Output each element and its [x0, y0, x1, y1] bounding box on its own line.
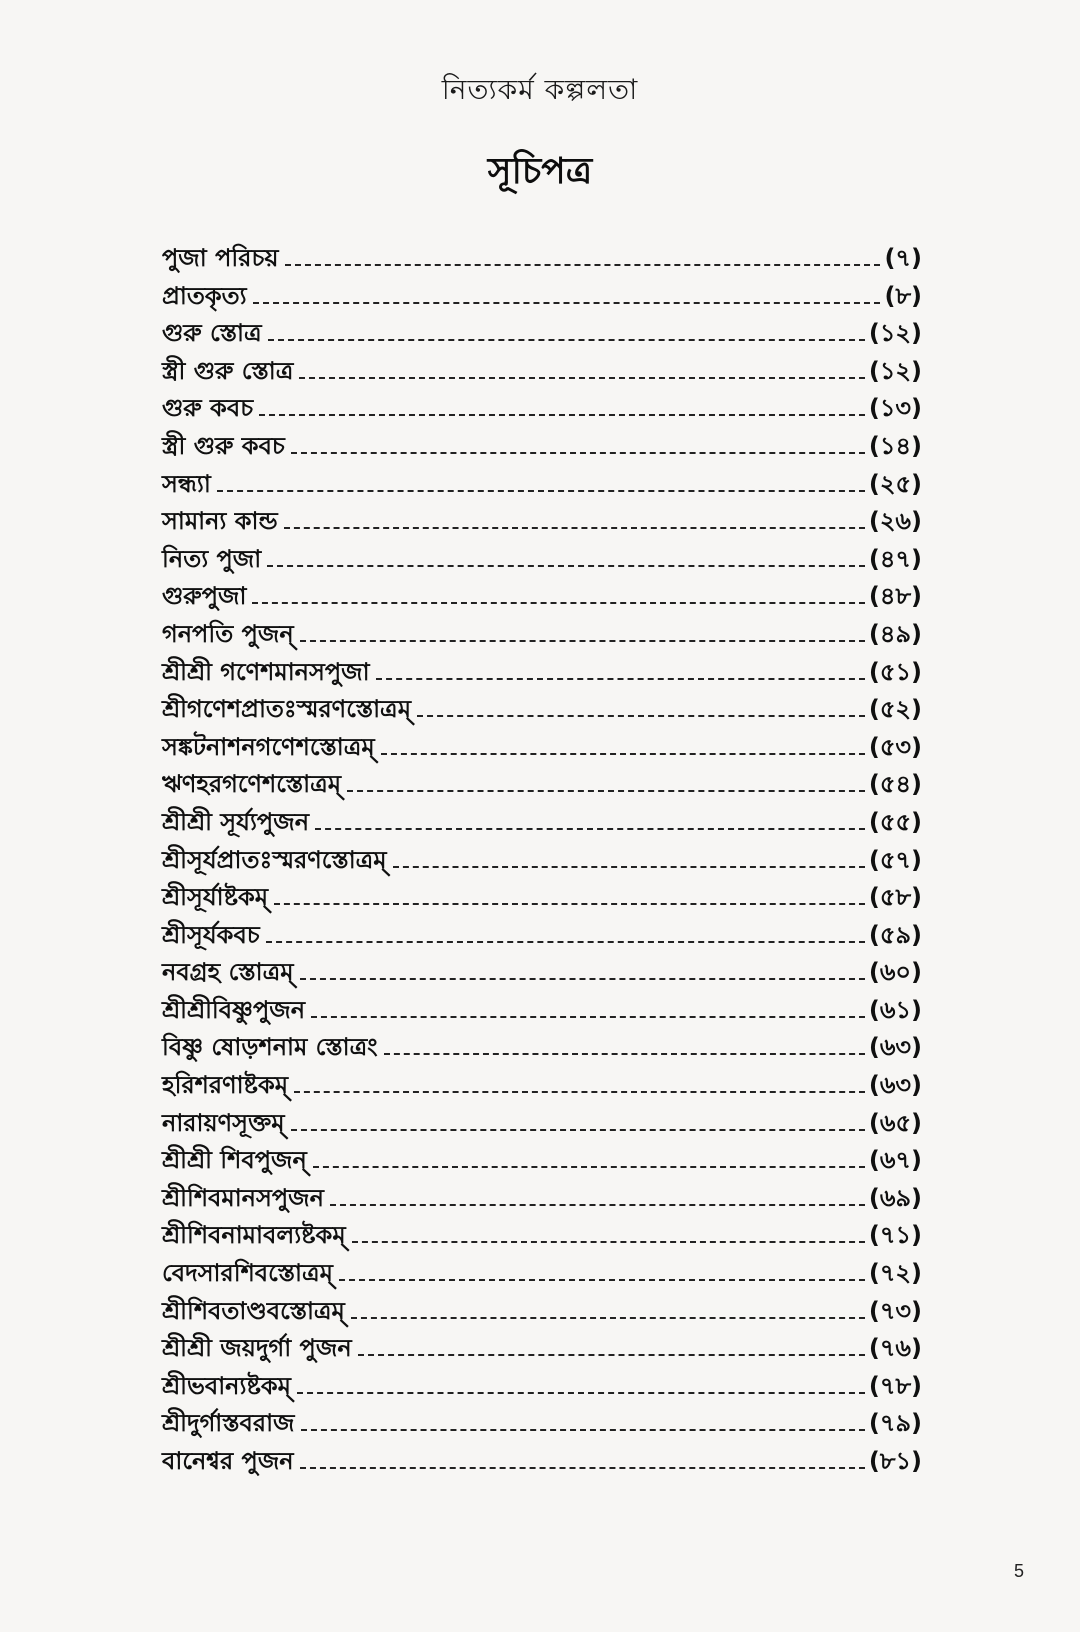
- toc-row: [162, 390, 922, 428]
- toc-entry-title: বানেশ্বর পুজন: [162, 1447, 294, 1475]
- toc-entry-title: গুরুপুজা: [162, 582, 247, 611]
- dot-leader: [339, 1279, 865, 1281]
- toc-entry-page: (৪৮): [868, 582, 922, 611]
- dot-leader: [358, 1354, 865, 1356]
- toc-entry-page: (৫১): [868, 657, 922, 686]
- toc-entry-title: শ্রীশ্রীবিষ্ণুপুজন: [162, 995, 306, 1024]
- toc-entry-page: (৫৭): [868, 845, 922, 874]
- dot-leader: [376, 678, 865, 680]
- toc-entry-title: বিষ্ণু ষোড়শনাম স্তোত্রং: [162, 1033, 378, 1062]
- toc-row: [162, 240, 922, 278]
- toc-entry-page: (৬৫): [868, 1108, 922, 1137]
- toc-row: [162, 1293, 922, 1331]
- toc-entry-page: (২৬): [868, 507, 922, 536]
- toc-row: [162, 1217, 922, 1255]
- toc-entry-page: (২৫): [868, 469, 922, 498]
- toc-entry-title: ঋণহরগণেশস্তোত্রম্: [162, 770, 342, 799]
- toc-entry-page: (৬৯): [868, 1183, 922, 1212]
- toc-entry-title: গুরু কবচ: [162, 394, 254, 423]
- toc-entry-page: (৭৯): [868, 1409, 922, 1438]
- dot-leader: [301, 1429, 865, 1431]
- toc-row: [162, 1180, 922, 1218]
- toc-entry-title: বেদসারশিবস্তোত্রম্: [162, 1259, 333, 1288]
- toc-entry-page: (৪৭): [868, 544, 922, 573]
- toc-row: [162, 616, 922, 654]
- toc-entry-title: শ্রীভবান্যষ্টকম্: [162, 1371, 291, 1400]
- toc-entry-page: (৮১): [868, 1447, 922, 1475]
- toc-entry-page: (৬৭): [868, 1146, 922, 1175]
- toc-row: [162, 842, 922, 880]
- toc-entry-title: সঙ্কটনাশনগণেশস্তোত্রম্: [162, 732, 375, 761]
- toc-row: [162, 1443, 922, 1481]
- dot-leader: [313, 1166, 865, 1168]
- dot-leader: [311, 1016, 865, 1018]
- dot-leader: [266, 941, 865, 943]
- dot-leader: [217, 490, 865, 492]
- toc-row: [162, 917, 922, 955]
- dot-leader: [274, 903, 865, 905]
- dot-leader: [381, 753, 865, 755]
- toc-row: [162, 503, 922, 541]
- toc-entry-page: (৭): [884, 244, 922, 272]
- page-number: 5: [1013, 1561, 1024, 1581]
- dot-leader: [285, 264, 881, 266]
- toc-entry-title: শ্রীশ্রী সূর্য্যপুজন: [162, 807, 310, 836]
- toc-entry-title: শ্রীশিবনামাবল্যষ্টকম্: [162, 1221, 346, 1250]
- toc-row: [162, 466, 922, 504]
- toc-entry-title: নবগ্রহ স্তোত্রম্: [162, 958, 294, 987]
- dot-leader: [268, 339, 865, 341]
- toc-row: [162, 729, 922, 767]
- dot-leader: [417, 715, 865, 717]
- toc-entry-page: (৭৩): [868, 1296, 922, 1325]
- toc-entry-page: (১৪): [868, 431, 922, 460]
- toc-entry-title: শ্রীসূর্যাষ্টকম্: [162, 883, 269, 912]
- toc-entry-page: (৮): [884, 281, 922, 310]
- toc-entry-page: (৫২): [868, 695, 922, 724]
- toc-entry-page: (৬০): [868, 958, 922, 987]
- toc-row: [162, 578, 922, 616]
- toc-entry-title: শ্রীসূর্যকবচ: [162, 920, 260, 949]
- toc-entry-title: শ্রীদুর্গাস্তবরাজ: [162, 1409, 295, 1438]
- toc-entry-title: শ্রীশ্রী গণেশমানসপুজা: [162, 657, 370, 686]
- toc-entry-title: শ্রীশিবমানসপুজন: [162, 1183, 324, 1212]
- dot-leader: [297, 1392, 865, 1394]
- toc-entry-title: শ্রীশ্রী জয়দুর্গা পুজন: [162, 1334, 352, 1363]
- dot-leader: [351, 1317, 865, 1319]
- toc-entry-page: (৫৮): [868, 883, 922, 912]
- dot-leader: [300, 1467, 865, 1469]
- dot-leader: [294, 1091, 865, 1093]
- dot-leader: [393, 866, 865, 868]
- toc-entry-page: (৭৬): [868, 1334, 922, 1363]
- toc-entry-title: সন্ধ্যা: [162, 469, 211, 498]
- toc-row: [162, 1405, 922, 1443]
- toc-row: [162, 691, 922, 729]
- toc-entry-page: (৬৩): [868, 1033, 922, 1062]
- dot-leader: [347, 790, 865, 792]
- toc-entry-page: (৭২): [868, 1259, 922, 1288]
- toc-row: [162, 804, 922, 842]
- toc-row: [162, 353, 922, 391]
- toc-entry-page: (৬৩): [868, 1071, 922, 1100]
- toc-entry-page: (৭৮): [868, 1371, 922, 1400]
- toc-row: [162, 1105, 922, 1143]
- toc-entry-title: শ্রীগণেশপ্রাতঃস্মরণস্তোত্রম্: [162, 695, 412, 724]
- dot-leader: [300, 978, 865, 980]
- dot-leader: [267, 565, 865, 567]
- toc-row: [162, 278, 922, 316]
- toc-entry-title: গনপতি পুজন্: [162, 619, 294, 648]
- toc-row: [162, 1142, 922, 1180]
- toc-row: [162, 1029, 922, 1067]
- toc-row: [162, 654, 922, 692]
- toc-row: [162, 879, 922, 917]
- dot-leader: [299, 377, 865, 379]
- toc-entry-title: সামান্য কান্ড: [162, 507, 278, 536]
- toc-entry-page: (১২): [868, 319, 922, 348]
- toc-row: [162, 315, 922, 353]
- toc-row: [162, 1368, 922, 1406]
- toc-entry-title: নারায়ণসূক্তম্: [162, 1108, 285, 1137]
- toc-row: [162, 1330, 922, 1368]
- dot-leader: [284, 527, 865, 529]
- dot-leader: [352, 1241, 865, 1243]
- toc-title: সূচিপত্র: [487, 151, 593, 192]
- running-head: নিত্যকর্ম কল্পলতা: [441, 73, 639, 106]
- toc-row: [162, 1255, 922, 1293]
- toc-entry-page: (৭১): [868, 1221, 922, 1250]
- dot-leader: [253, 302, 881, 304]
- toc-entry-title: পুজা পরিচয়: [162, 244, 279, 272]
- toc-entry-page: (১২): [868, 356, 922, 385]
- toc-entry-page: (১৩): [868, 394, 922, 423]
- toc-entry-title: শ্রীশ্রী শিবপুজন্: [162, 1146, 307, 1175]
- toc-entry-page: (৬১): [868, 995, 922, 1024]
- toc-entry-page: (৪৯): [868, 619, 922, 648]
- toc-entry-page: (৫৩): [868, 732, 922, 761]
- toc-entry-page: (৫৪): [868, 770, 922, 799]
- dot-leader: [300, 640, 865, 642]
- toc-entry-page: (৫৫): [868, 807, 922, 836]
- toc-entry-title: শ্রীশিবতাণ্ডবস্তোত্রম্: [162, 1296, 345, 1325]
- toc-entry-title: নিত্য পুজা: [162, 544, 262, 573]
- toc-row: [162, 428, 922, 466]
- dot-leader: [330, 1204, 865, 1206]
- toc-row: [162, 766, 922, 804]
- dot-leader: [384, 1053, 865, 1055]
- toc-row: [162, 954, 922, 992]
- dot-leader: [252, 602, 864, 604]
- dot-leader: [291, 452, 865, 454]
- dot-leader: [315, 828, 865, 830]
- dot-leader: [259, 414, 865, 416]
- toc-entry-title: শ্রীসূর্যপ্রাতঃস্মরণস্তোত্রম্: [162, 845, 387, 874]
- toc-entry-page: (৫৯): [868, 920, 922, 949]
- toc-row: [162, 541, 922, 579]
- toc-row: [162, 992, 922, 1030]
- toc-entry-title: স্ত্রী গুরু স্তোত্র: [162, 356, 294, 385]
- toc-entry-title: হরিশরণাষ্টকম্: [162, 1071, 289, 1100]
- toc-entry-title: গুরু স্তোত্র: [162, 319, 262, 348]
- dot-leader: [291, 1129, 865, 1131]
- toc-entry-title: স্ত্রী গুরু কবচ: [162, 431, 285, 460]
- toc-row: [162, 1067, 922, 1105]
- table-of-contents: [162, 240, 922, 1481]
- toc-entry-title: প্রাতকৃত্য: [162, 281, 247, 310]
